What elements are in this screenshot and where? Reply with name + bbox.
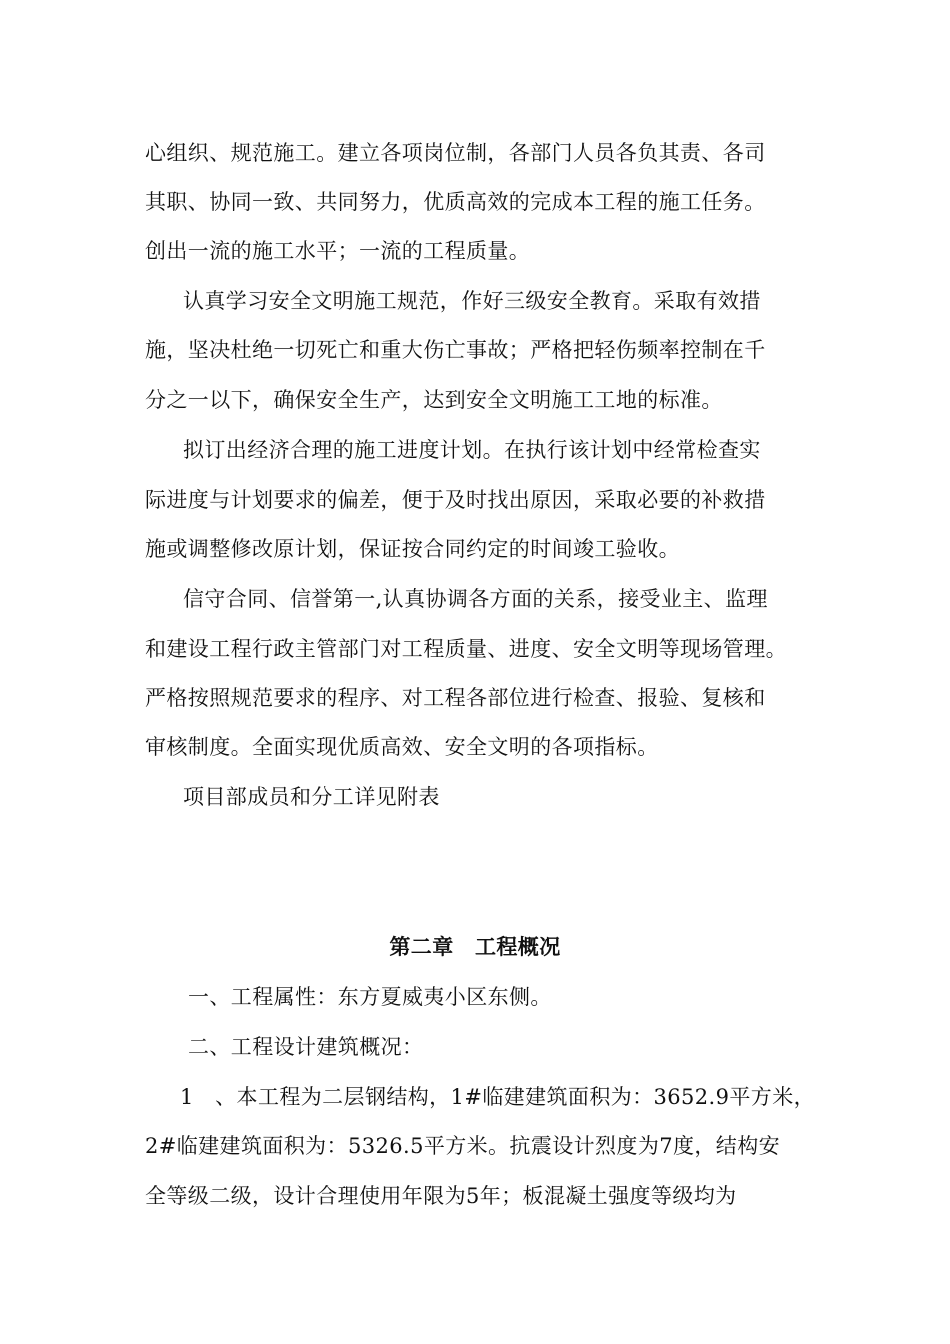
paragraph-line: 施或调整修改原计划，保证按合同约定的时间竣工验收。	[145, 537, 680, 561]
paragraph-line: 2#临建建筑面积为：5326.5平方米。抗震设计烈度为7度，结构安	[145, 1134, 780, 1158]
paragraph-first-line: 信守合同、信誉第一,认真协调各方面的关系，接受业主、监理	[183, 587, 768, 611]
section-heading: 一、工程属性：东方夏威夷小区东侧。	[188, 985, 552, 1009]
paragraph-first-line: 拟订出经济合理的施工进度计划。在执行该计划中经常检查实	[183, 438, 761, 462]
paragraph-line: 施，坚决杜绝一切死亡和重大伤亡事故；严格把轻伤频率控制在千	[145, 338, 766, 362]
paragraph-line: 审核制度。全面实现优质高效、安全文明的各项指标。	[145, 735, 659, 759]
chapter-title: 第二章 工程概况	[389, 935, 561, 959]
paragraph-line: 创出一流的施工水平；一流的工程质量。	[145, 239, 531, 263]
paragraph-line: 全等级二级，设计合理使用年限为5年；板混凝土强度等级均为	[145, 1184, 737, 1208]
paragraph-line: 其职、协同一致、共同努力，优质高效的完成本工程的施工任务。	[145, 190, 766, 214]
paragraph-first-line: 认真学习安全文明施工规范，作好三级安全教育。采取有效措	[183, 289, 761, 313]
paragraph-first-line: 项目部成员和分工详见附表	[183, 785, 440, 809]
paragraph-line: 心组织、规范施工。建立各项岗位制，各部门人员各负其责、各司	[145, 141, 766, 165]
paragraph-line: 分之一以下，确保安全生产，达到安全文明施工工地的标准。	[145, 388, 723, 412]
paragraph-first-line: 1 、本工程为二层钢结构，1#临建建筑面积为：3652.9平方米，	[180, 1085, 815, 1109]
section-heading: 二、工程设计建筑概况：	[188, 1035, 424, 1059]
paragraph-line: 严格按照规范要求的程序、对工程各部位进行检查、报验、复核和	[145, 686, 766, 710]
paragraph-line: 际进度与计划要求的偏差，便于及时找出原因，采取必要的补救措	[145, 488, 766, 512]
paragraph-line: 和建设工程行政主管部门对工程质量、进度、安全文明等现场管理。	[145, 637, 787, 661]
